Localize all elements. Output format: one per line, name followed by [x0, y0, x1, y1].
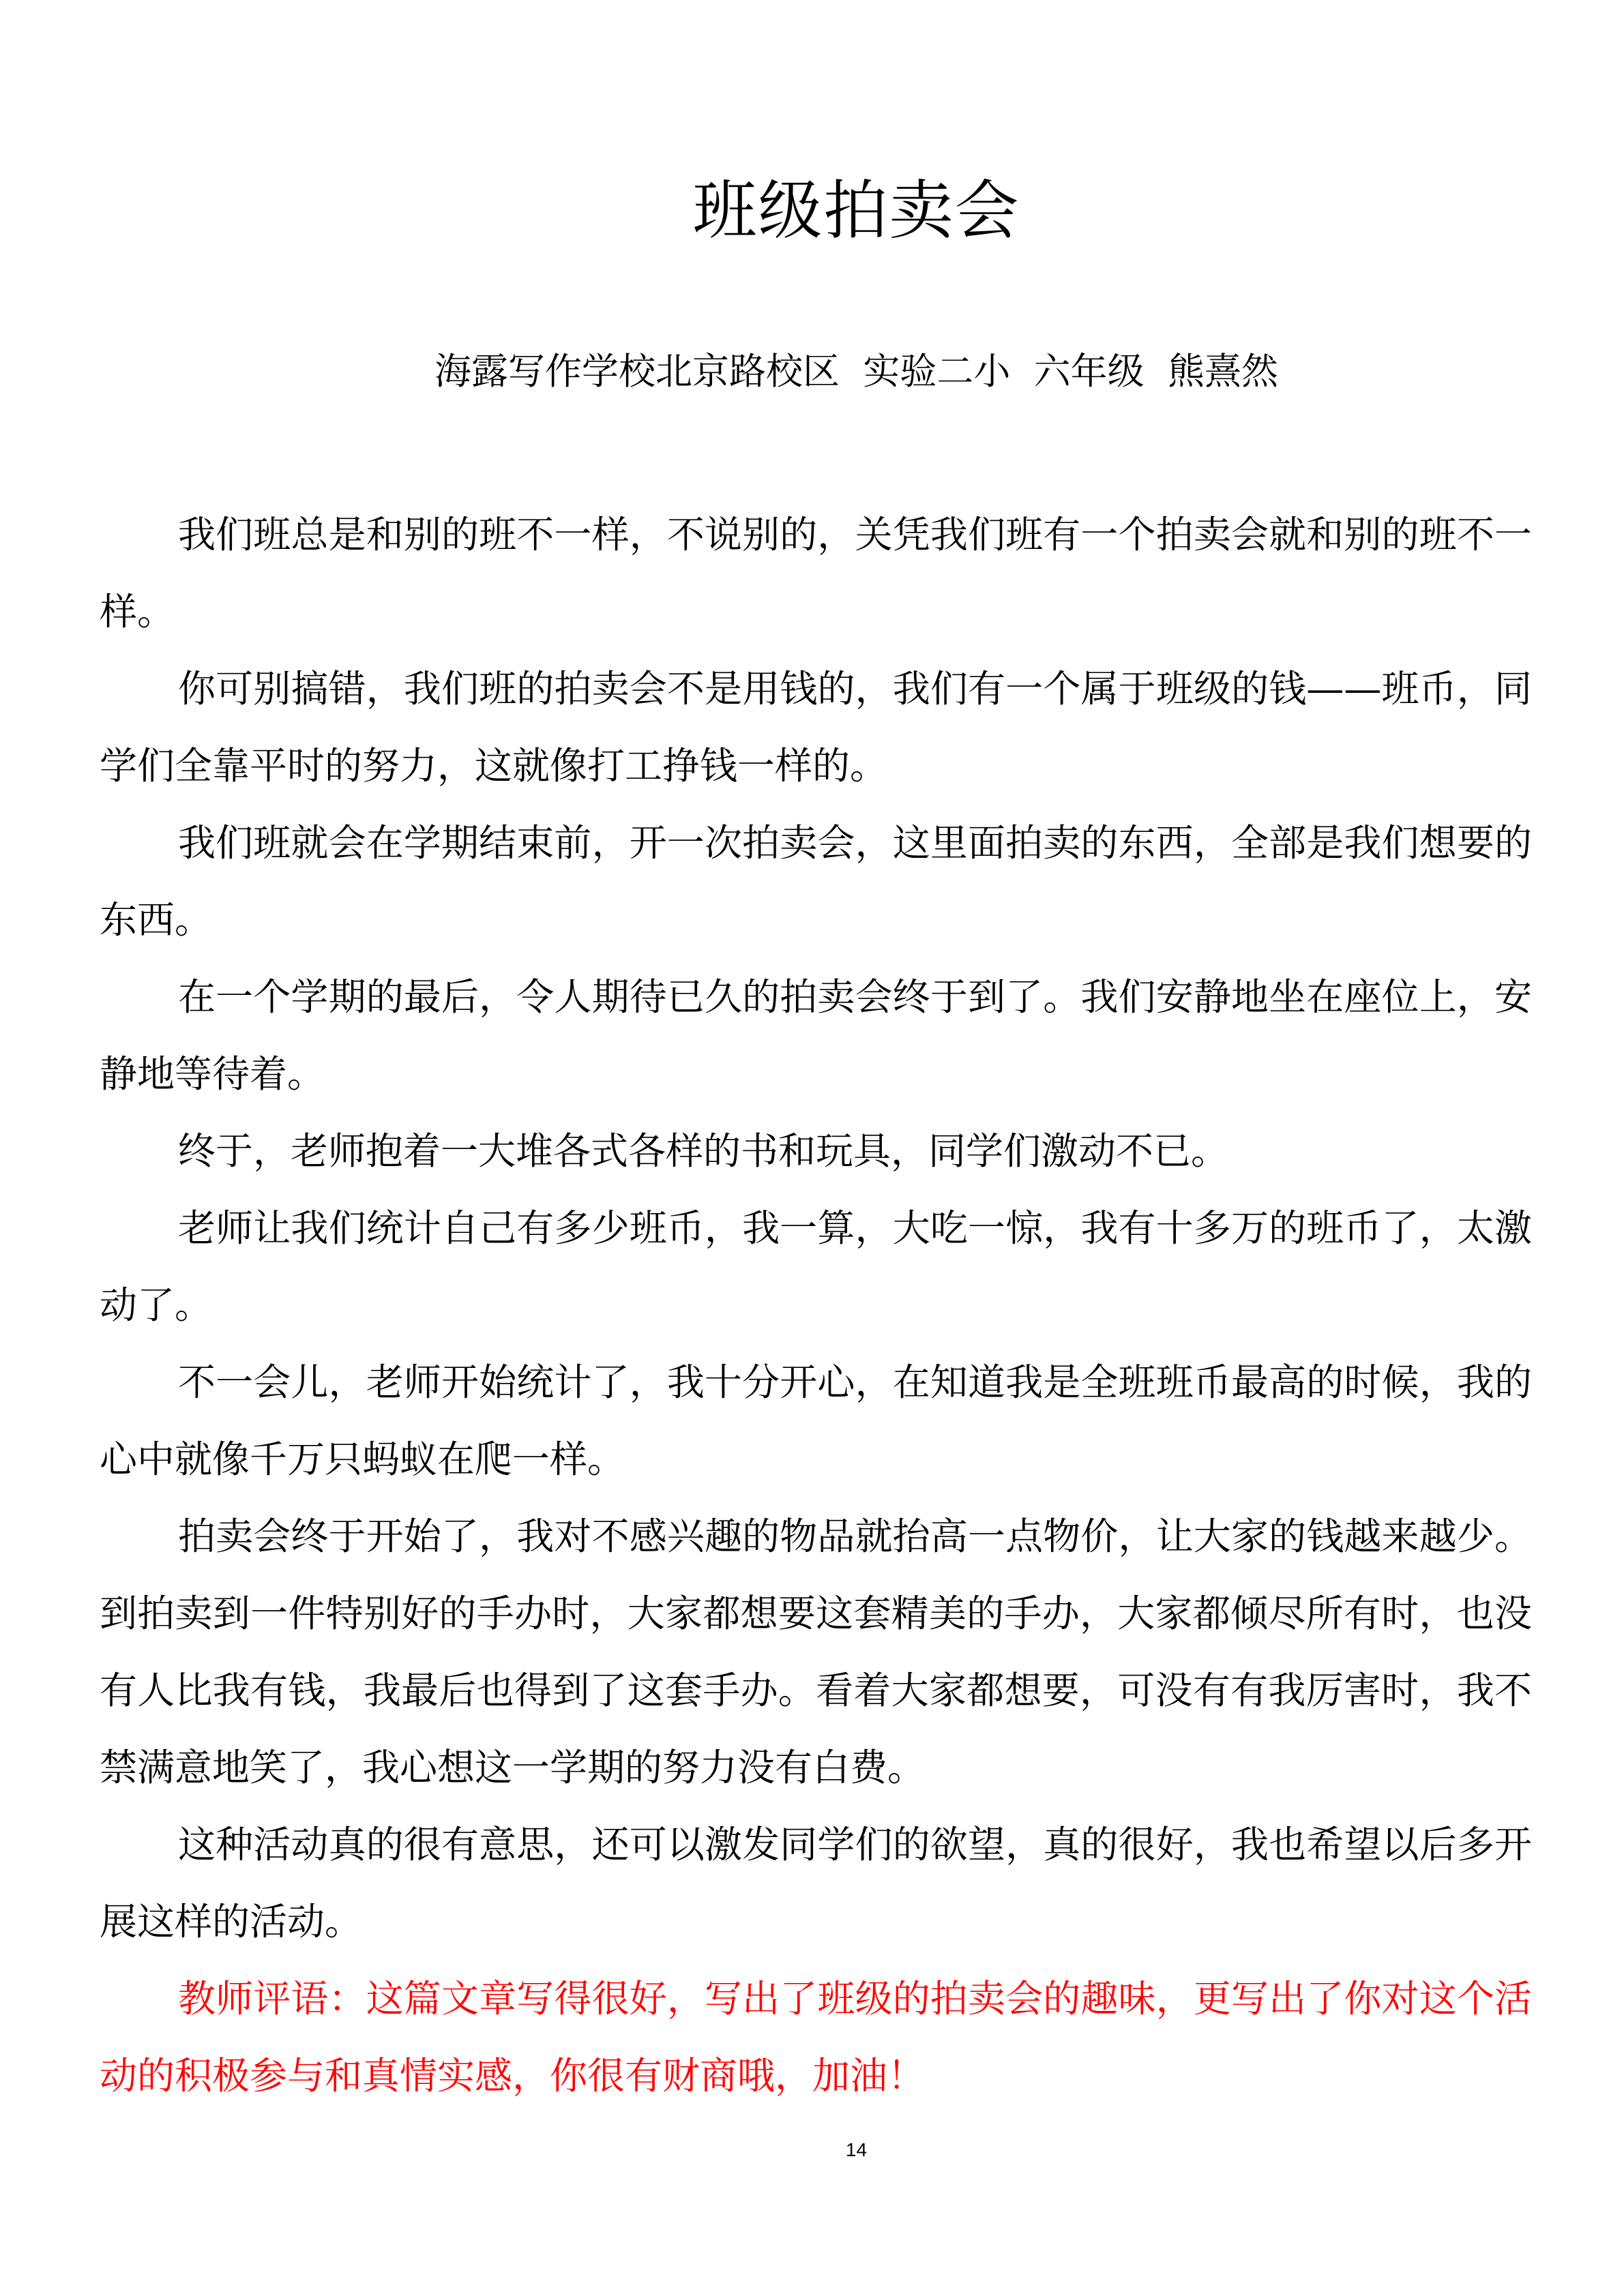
paragraph: 老师让我们统计自己有多少班币，我一算，大吃一惊，我有十多万的班币了，太激动了。	[100, 1206, 1532, 1327]
paragraph: 这种活动真的很有意思，还可以激发同学们的欲望，真的很好，我也希望以后多开展这样的活动。	[100, 1823, 1532, 1943]
teacher-comment: 教师评语：这篇文章写得很好，写出了班级的拍卖会的趣味，更写出了你对这个活动的积极参与和真情实感，你很有财商哦，加油！	[100, 1977, 1532, 2098]
paragraph: 我们班总是和别的班不一样，不说别的，关凭我们班有一个拍卖会就和别的班不一样。	[100, 513, 1532, 633]
paragraph: 在一个学期的最后，令人期待已久的拍卖会终于到了。我们安静地坐在座位上，安静地等待着。	[100, 975, 1532, 1096]
article-title: 班级拍卖会	[692, 174, 1020, 248]
paragraph: 我们班就会在学期结束前，开一次拍卖会，这里面拍卖的东西，全部是我们想要的东西。	[100, 821, 1532, 942]
paragraph: 你可别搞错，我们班的拍卖会不是用钱的，我们有一个属于班级的钱——班币，同学们全靠平时的努力，这就像打工挣钱一样的。	[100, 667, 1532, 788]
page-number: 14	[845, 2139, 868, 2160]
paragraph: 不一会儿，老师开始统计了，我十分开心，在知道我是全班班币最高的时候，我的心中就像千万只蚂蚁在爬一样。	[100, 1360, 1532, 1481]
article-body	[100, 496, 1532, 2115]
paragraph: 拍卖会终于开始了，我对不感兴趣的物品就抬高一点物价，让大家的钱越来越少。到拍卖到一件特别好的手办时，大家都想要这套精美的手办，大家都倾尽所有时，也没有人比我有钱，我最后也得到了这套手办。看着大家都想要，可没有有我厉害时，我不禁满意地笑了，我心想这一学期的努力没有白费。	[100, 1515, 1532, 1789]
author-byline: 海露写作学校北京路校区 实验二小 六年级 熊熹然	[434, 350, 1278, 393]
paragraph: 终于，老师抱着一大堆各式各样的书和玩具，同学们激动不已。	[178, 1129, 1229, 1173]
